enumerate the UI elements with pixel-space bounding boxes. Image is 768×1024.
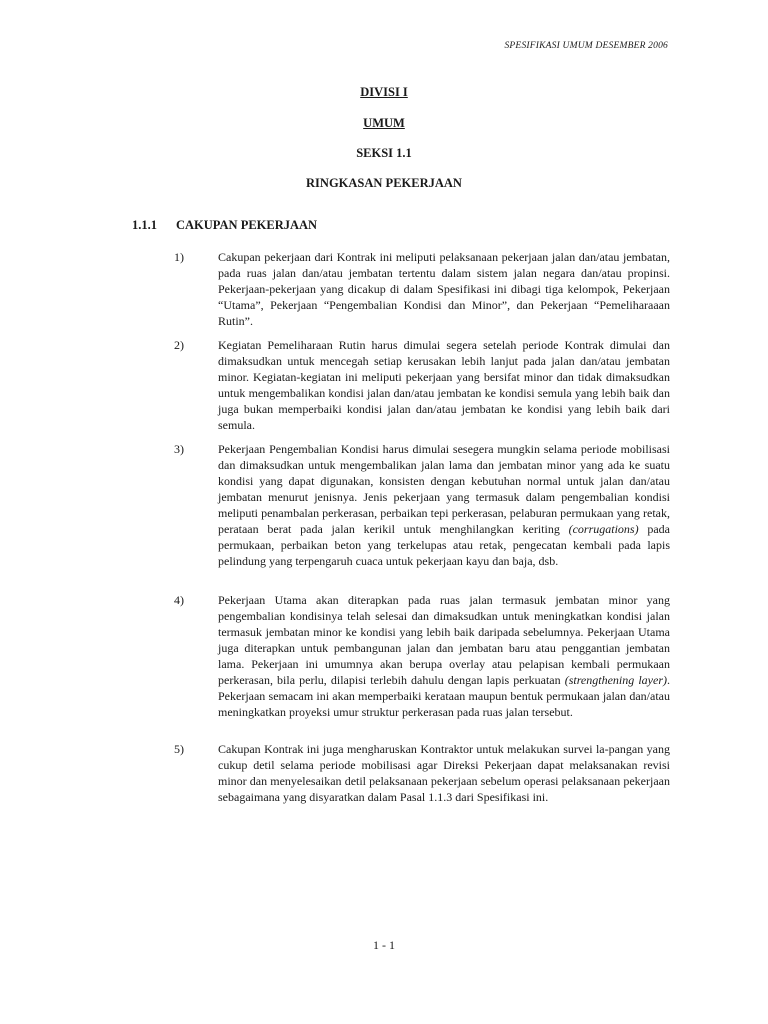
italic-term: (strengthening layer): [564, 673, 667, 687]
section-title-heading: RINGKASAN PEKERJAAN: [306, 176, 462, 190]
list-item: [174, 441, 670, 569]
running-header: SPESIFIKASI UMUM DESEMBER 2006: [504, 41, 668, 51]
subsection-heading: [132, 218, 317, 233]
list-item-text-part: Pekerjaan Utama akan diterapkan pada ruas jalan termasuk jembatan minor yang pengembalian kondisinya telah selesai dan dimaksudkan untuk meningkatkan kondisi jalan termasuk jembatan minor ke kondisi yang lebih baik daripada sebelumnya. Pekerjaan Utama juga diterapkan untuk pembangunan jalan dan jembatan baru atau penggantian jembatan lama. Pekerjaan ini umumnya akan berupa overlay atau pelapisan kembali permukaan perkerasan, bila perlu, dilapisi terlebih dahulu dengan lapis perkuatan: [218, 593, 670, 687]
subsection-number: 1.1.1: [132, 218, 157, 232]
list-item: [174, 249, 670, 329]
list-item-text-part: . Pekerjaan semacam ini akan memperbaiki kerataan maupun bentuk permukaan jalan dan/atau meningkatkan proyeksi umur struktur perkerasan pada ruas jalan tersebut.: [218, 673, 670, 719]
list-item-text: Cakupan pekerjaan dari Kontrak ini meliputi pelaksanaan pekerjaan jalan dan/atau jembatan, pada ruas jalan dan/atau jembatan tertentu dalam sistem jalan negara dan/atau propinsi. Pekerjaan-pekerjaan yang dicakup di dalam Spesifikasi ini dibagi tiga kelompok, Pekerjaan “Utama”, Pekerjaan “Pengembalian Kondisi dan Minor”, dan Pekerjaan “Pemeliharaaan Rutin”.: [218, 250, 670, 328]
list-item: [174, 592, 670, 720]
list-item-marker: 4): [174, 593, 184, 607]
list-item-marker: 5): [174, 742, 184, 756]
list-item-marker: 3): [174, 442, 184, 456]
list-item-text: Kegiatan Pemeliharaan Rutin harus dimulai segera setelah periode Kontrak dimulai dan dimaksudkan untuk mencegah setiap kerusakan lebih lanjut pada jalan dan/atau jembatan minor. Kegiatan-kegiatan ini meliputi pekerjaan yang bersifat minor dan tidak dimaksudkan untuk mengembalikan kondisi jalan dan/atau jembatan ke kondisi semula yang lebih baik dan juga bukan memperbaiki kondisi jalan dan/atau jembatan ke kondisi yang lebih baik dari semula.: [218, 338, 670, 432]
division-subheading: UMUM: [363, 116, 405, 130]
italic-term: (corrugations): [568, 522, 639, 536]
list-item-marker: 1): [174, 250, 184, 264]
list-item-text: [218, 441, 670, 569]
list-item-text: [218, 592, 670, 720]
section-number-heading: SEKSI 1.1: [356, 146, 412, 160]
list-item-text: Cakupan Kontrak ini juga mengharuskan Kontraktor untuk melakukan survei la-pangan yang cukup detil selama periode mobilisasi agar Direksi Pekerjaan dapat melaksanakan revisi minor dan menyelesaikan detil pelaksanaan pekerjaan sebelum operasi pelaksanaan pekerjaan sebagaimana yang disyaratkan dalam Pasal 1.1.3 dari Spesifikasi ini.: [218, 742, 670, 804]
list-item-text-part: pada permukaan, perbaikan beton yang terkelupas atau retak, pengecatan kembali pada lapis pelindung yang terpengaruh cuaca untuk pekerjaan kayu dan baja, dsb.: [218, 522, 670, 568]
list-item-text-part: Pekerjaan Pengembalian Kondisi harus dimulai sesegera mungkin selama periode mobilisasi dan dimaksudkan untuk mengembalikan jalan lama dan jembatan minor yang ada ke suatu kondisi yang dapat digunakan, konsisten dengan kebutuhan normal untuk jalan dan/atau jembatan menurut jenisnya. Jenis pekerjaan yang termasuk dalam pengembalian kondisi meliputi penambalan perkerasan, perbaikan tepi perkerasan, pelaburan permukaan yang retak, perataan berat pada jalan kerikil untuk menghilangkan keriting: [218, 442, 670, 536]
page-number: 1 - 1: [373, 938, 395, 952]
subsection-title: CAKUPAN PEKERJAAN: [176, 218, 318, 232]
list-item-marker: 2): [174, 338, 184, 352]
list-item: [174, 337, 670, 433]
division-heading: DIVISI I: [360, 85, 408, 99]
list-item: [174, 741, 670, 805]
